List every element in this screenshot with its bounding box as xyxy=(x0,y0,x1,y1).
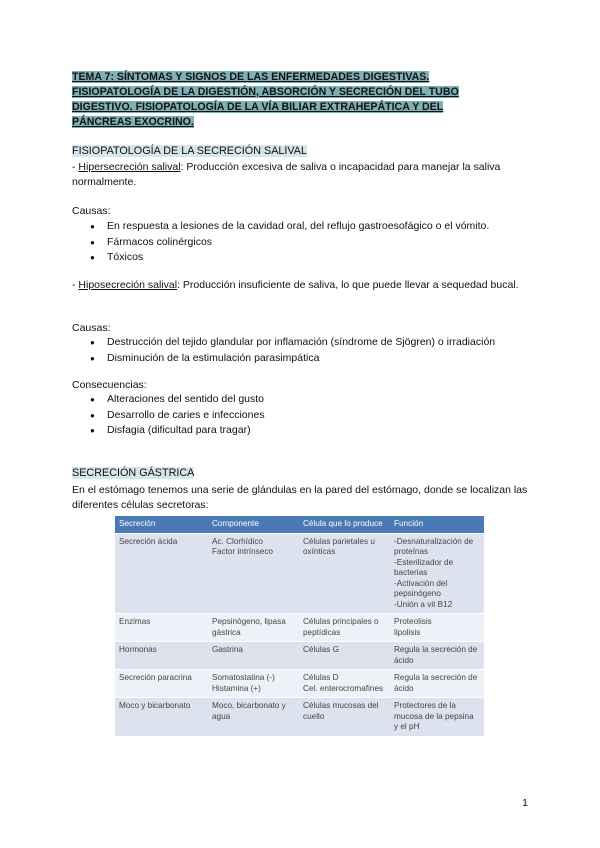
table-header-row xyxy=(115,516,484,533)
causas-label: Causas: xyxy=(72,322,111,334)
table-cell: Somatostatina (-) Histamina (+) xyxy=(208,670,299,698)
consecuencias-label: Consecuencias: xyxy=(72,379,147,391)
table-cell: Hormonas xyxy=(115,642,208,670)
section-heading-salival: FISIOPATOLOGÍA DE LA SECRECIÓN SALIVAL xyxy=(72,145,308,157)
table-cell: Pepsinógeno, lipasa gástrica xyxy=(208,614,299,642)
causas-hiper-list xyxy=(72,219,489,266)
hiposecrecion-paragraph: - Hiposecreción salival: Producción insuficiente de saliva, lo que puede llevar a sequedad bucal. xyxy=(72,279,519,291)
table-cell: Células principales o peptídicas xyxy=(299,614,390,642)
table-cell: Moco, bicarbonato y agua xyxy=(208,698,299,736)
hipersecrecion-paragraph: - Hipersecreción salival: Producción excesiva de saliva o incapacidad para manejar la saliva normalmente. xyxy=(72,161,501,188)
list-item: ● En respuesta a lesiones de la cavidad oral, del reflujo gastroesofágico o el vómito. xyxy=(72,219,489,235)
table-row xyxy=(115,642,484,670)
table-cell: Enzimas xyxy=(115,614,208,642)
table-cell: Ac. Clorhídico Factor intrínseco xyxy=(208,533,299,614)
hipersecrecion-term: Hipersecreción salival xyxy=(78,161,181,173)
document-title xyxy=(72,70,492,130)
table-cell: Células parietales u oxínticas xyxy=(299,533,390,614)
list-item: ● Tóxicos xyxy=(72,250,489,266)
table-cell: Células G xyxy=(299,642,390,670)
table-cell: Células mucosas del cuello xyxy=(299,698,390,736)
gastrica-intro: En el estómago tenemos una serie de glándulas en la pared del estómago, donde se localizan las diferentes células secretoras: xyxy=(72,484,528,511)
table-cell: Regula la secreción de ácido xyxy=(390,642,484,670)
table-cell: Secreción ácida xyxy=(115,533,208,614)
table-header-cell: Célula que lo produce xyxy=(299,516,390,533)
table-row xyxy=(115,698,484,736)
secrecion-gastrica-table xyxy=(115,516,484,736)
table-cell: Células D Cel. enterocromafines xyxy=(299,670,390,698)
title-line: PÁNCREAS EXOCRINO. xyxy=(72,116,194,128)
table-row xyxy=(115,670,484,698)
list-item: ● Fármacos colinérgicos xyxy=(72,235,489,251)
list-item: ● Alteraciones del sentido del gusto xyxy=(72,392,265,408)
table-cell: Proteolisis lipolisis xyxy=(390,614,484,642)
causas-hipo-list xyxy=(72,335,495,366)
title-line: DIGESTIVO. FISIOPATOLOGÍA DE LA VÍA BILIAR EXTRAHEPÁTICA Y DEL xyxy=(72,101,444,113)
title-line: FISIOPATOLOGÍA DE LA DIGESTIÓN, ABSORCIÓN Y SECRECIÓN DEL TUBO xyxy=(72,86,459,98)
list-item: ● Disfagia (dificultad para tragar) xyxy=(72,423,265,439)
table-cell: Gastrina xyxy=(208,642,299,670)
page-number: 1 xyxy=(522,797,528,809)
table-header-cell: Componente xyxy=(208,516,299,533)
hiposecrecion-term: Hiposecreción salival xyxy=(78,279,178,291)
consecuencias-list xyxy=(72,392,265,439)
list-item: ● Desarrollo de caries e infecciones xyxy=(72,408,265,424)
table-body xyxy=(115,533,484,736)
table-cell: Moco y bicarbonato xyxy=(115,698,208,736)
list-item: ● Destrucción del tejido glandular por inflamación (síndrome de Sjögren) o irradiación xyxy=(72,335,495,351)
table-row xyxy=(115,533,484,614)
section-heading-gastrica: SECRECIÓN GÁSTRICA xyxy=(72,467,195,479)
list-item: ● Disminución de la estimulación parasimpática xyxy=(72,351,495,367)
table-cell: Regula la secreción de ácido xyxy=(390,670,484,698)
table-cell: Protectores de la mucosa de la pepsina y el pH xyxy=(390,698,484,736)
table-header-cell: Función xyxy=(390,516,484,533)
causas-label: Causas: xyxy=(72,205,111,217)
table-row xyxy=(115,614,484,642)
table-cell: Secreción paracrina xyxy=(115,670,208,698)
table-header-cell: Secreción xyxy=(115,516,208,533)
table-cell: -Desnaturalización de proteínas -Esterilizador de bacterias -Activación del pepsinógeno -Unión a vit B12 xyxy=(390,533,484,614)
title-line: TEMA 7: SÍNTOMAS Y SIGNOS DE LAS ENFERMEDADES DIGESTIVAS. xyxy=(72,71,430,83)
